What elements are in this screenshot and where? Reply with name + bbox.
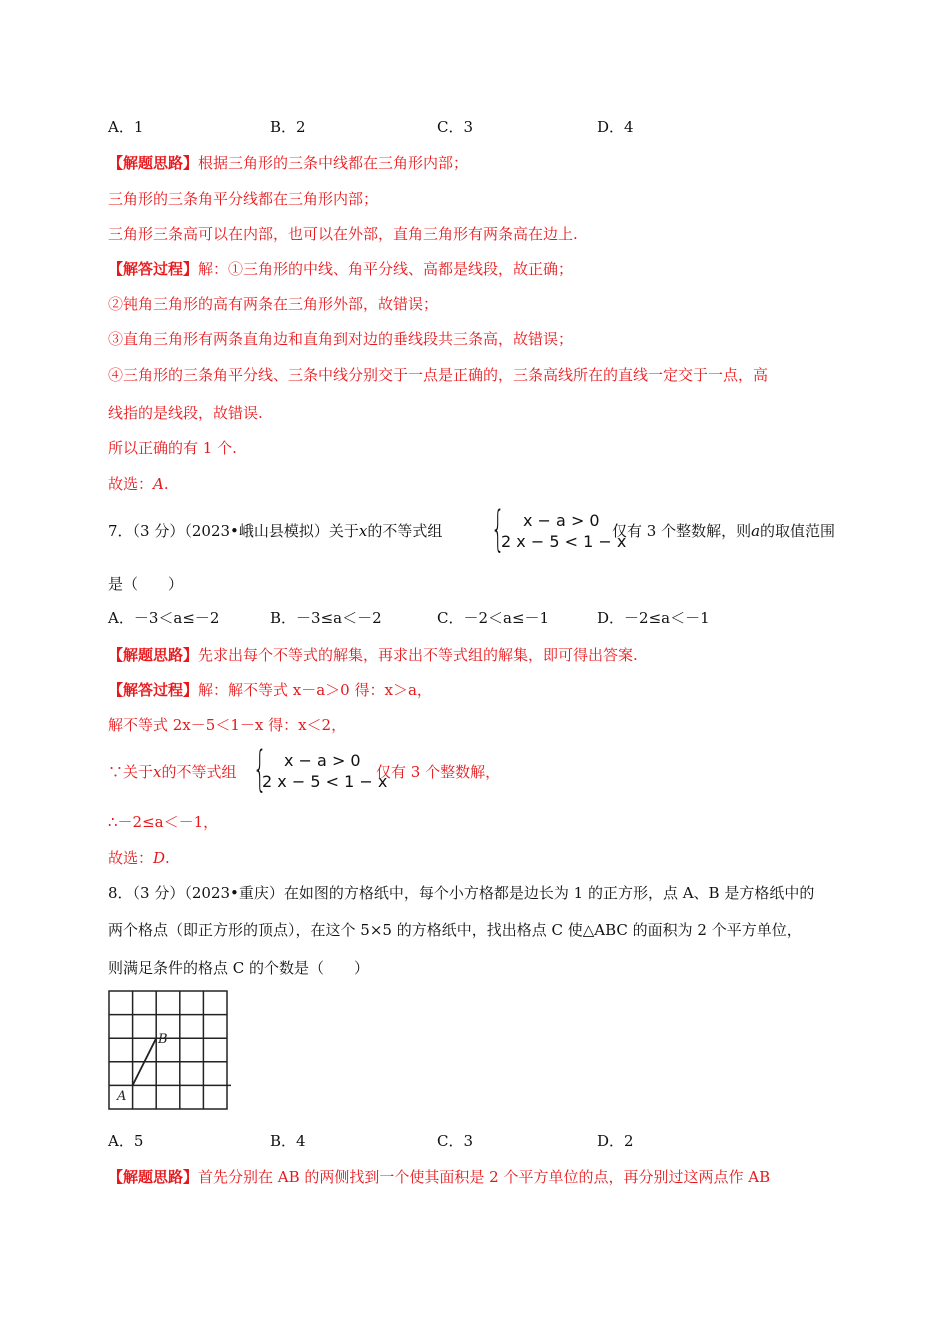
q7-answer-letter: D (153, 849, 166, 867)
q6-option-c: C．3 (437, 118, 474, 136)
q7-inequality-system-2 (262, 750, 387, 792)
q7-option-b: B．－3≤a＜－2 (270, 609, 382, 627)
q8-stem-line-1: 8．（3 分）（2023•重庆）在如图的方格纸中，每个小方格都是边长为 1 的正方形，点 A、B 是方格纸中的 (108, 884, 815, 902)
point-a-label: A (117, 1089, 127, 1104)
q8-thought-tag: 【解题思路】 (108, 1168, 199, 1186)
q6-answer (108, 474, 169, 494)
q7-stem-mid: 的不等式组 (367, 522, 443, 540)
q6-process-line-6: 所以正确的有 1 个. (108, 439, 237, 457)
q7-system-row-1: x − a > 0 (523, 511, 600, 530)
q6-process-line-4: ④三角形的三条角平分线、三条中线分别交于一点是正确的，三条高线所在的直线一定交于一点，高 (108, 366, 769, 384)
q7-answer (108, 848, 170, 868)
q6-process-tag: 【解答过程】 (108, 260, 199, 278)
q6-option-a: A．1 (108, 118, 144, 136)
q7-thought-tag: 【解题思路】 (108, 646, 199, 664)
q6-option-b: B．2 (270, 118, 306, 136)
q7-system2-row-1: x − a > 0 (284, 751, 361, 770)
q6-thought-line-3: 三角形三条高可以在内部，也可以在外部，直角三角形有两条高在边上. (108, 225, 578, 243)
q8-thought (108, 1167, 770, 1187)
q6-answer-prefix: 故选： (108, 475, 154, 493)
q6-thought-text-1: 根据三角形的三条中线都在三角形内部； (198, 154, 469, 172)
q7-because-part-2: 仅有 3 个整数解， (376, 763, 501, 781)
q7-process-tag: 【解答过程】 (108, 681, 199, 699)
q7-stem-start: 7．（3 分）（2023•峨山县模拟）关于 (108, 522, 359, 540)
grid-border (109, 991, 227, 1109)
q7-thought-text: 先求出每个不等式的解集，再求出不等式组的解集，即可得出答案. (198, 646, 638, 664)
q8-option-b: B．4 (270, 1132, 306, 1150)
q7-system-row-2: 2 x − 5 < 1 − x (501, 532, 627, 551)
q6-thought-line-2: 三角形的三条角平分线都在三角形内部； (108, 190, 379, 208)
q7-system2-row-2: 2 x − 5 < 1 − x (262, 772, 388, 791)
q7-option-a: A．－3＜a≤－2 (108, 609, 220, 627)
q7-because-start: ∵关于 (108, 763, 154, 781)
q6-thought-line-1 (108, 153, 468, 173)
q7-option-c: C．－2＜a≤－1 (437, 609, 550, 627)
q7-because-part-1 (108, 762, 237, 782)
q7-option-d: D．－2≤a＜－1 (597, 609, 710, 627)
q6-answer-suffix: . (163, 475, 169, 493)
q8-option-a: A．5 (108, 1132, 144, 1150)
q7-stem-end-b: 的取值范围 (760, 522, 836, 540)
q7-brace-icon-2: { (253, 741, 267, 797)
q7-because-mid: 的不等式组 (161, 763, 237, 781)
q7-therefore: ∴－2≤a＜－1， (108, 813, 219, 831)
q8-thought-text: 首先分别在 AB 的两侧找到一个使其面积是 2 个平方单位的点，再分别过这两点作 AB (198, 1168, 771, 1186)
q8-option-c: C．3 (437, 1132, 474, 1150)
q6-process-line-2: ②钝角三角形的高有两条在三角形外部，故错误； (108, 295, 439, 313)
q8-stem-line-3: 则满足条件的格点 C 的个数是（ ） (108, 959, 370, 977)
point-b-label: B (158, 1032, 168, 1047)
q7-because-var: x (153, 763, 162, 781)
q7-inequality-system (501, 510, 626, 552)
q7-answer-prefix: 故选： (108, 849, 154, 867)
q7-process-line-2: 解不等式 2x－5＜1－x 得：x＜2， (108, 716, 347, 734)
q8-option-d: D．2 (597, 1132, 634, 1150)
q7-brace-icon: { (491, 501, 505, 557)
q8-stem-line-2: 两个格点（即正方形的顶点），在这个 5×5 的方格纸中，找出格点 C 使△ABC 的面积为 2 个平方单位， (108, 921, 802, 939)
q6-thought-tag: 【解题思路】 (108, 154, 199, 172)
q6-process-text-1: 解：①三角形的中线、角平分线、高都是线段，故正确； (198, 260, 574, 278)
q6-process-line-3: ③直角三角形有两条直角边和直角到对边的垂线段共三条高，故错误； (108, 330, 574, 348)
q7-answer-suffix: . (165, 849, 170, 867)
q7-stem-end-a: 仅有 3 个整数解，则 (612, 522, 752, 540)
q7-stem-var-x: x (358, 522, 368, 540)
q7-stem-part-2 (612, 521, 835, 541)
q7-stem-var-a: a (751, 522, 761, 540)
q6-process-line-5: 线指的是线段，故错误. (108, 404, 263, 422)
q7-process-text-1: 解：解不等式 x－a＞0 得：x＞a， (198, 681, 432, 699)
q7-process-line-1 (108, 680, 432, 700)
q6-process-line-1 (108, 259, 573, 279)
q7-stem-line-2: 是（ ） (108, 575, 184, 593)
q6-option-d: D．4 (597, 118, 634, 136)
q7-thought (108, 645, 638, 665)
q7-stem-part-1 (108, 521, 442, 541)
q8-grid-figure (108, 990, 233, 1112)
q6-answer-letter: A (153, 475, 164, 493)
